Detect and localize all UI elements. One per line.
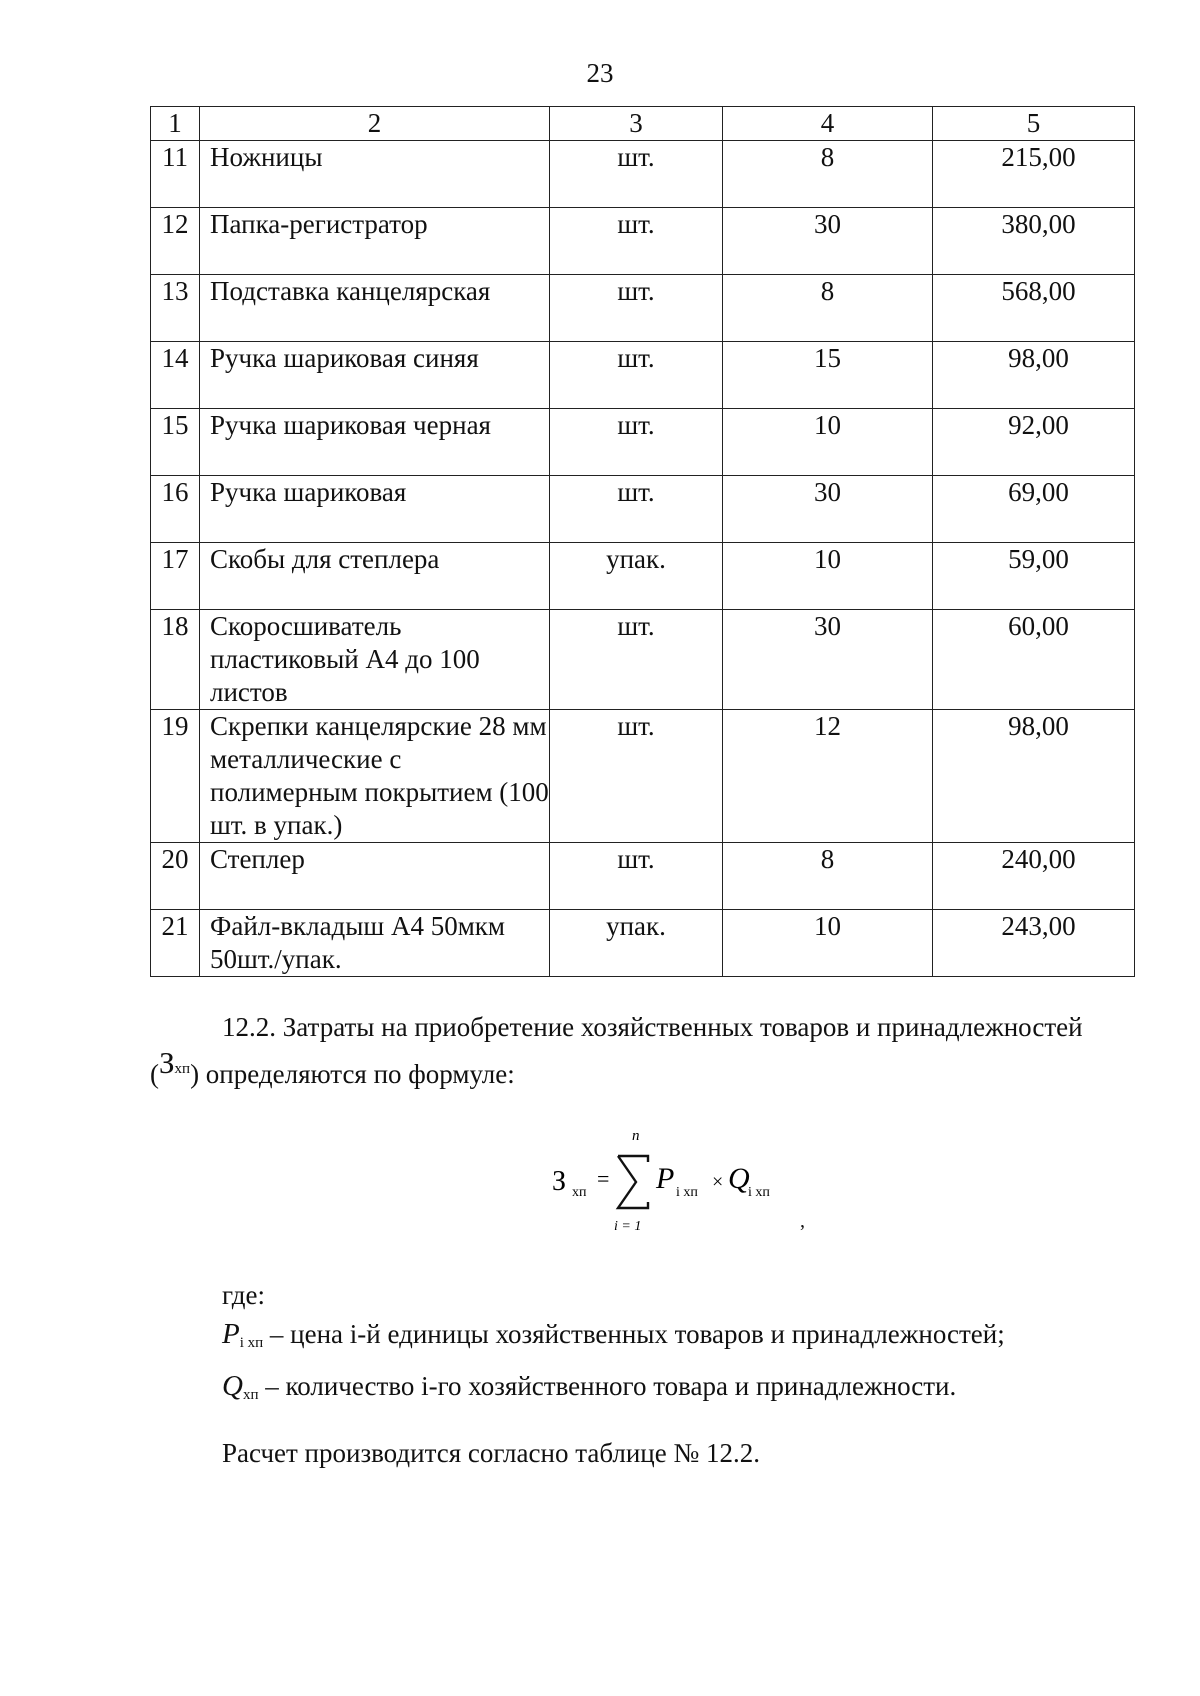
item-name: Степлер <box>200 843 550 910</box>
item-price: 98,00 <box>933 710 1135 843</box>
item-name: Ручка шариковая синяя <box>200 342 550 409</box>
table-row <box>151 208 1135 275</box>
sigma-icon <box>618 1156 648 1208</box>
item-name: Скоросшиватель пластиковый А4 до 100 листов <box>200 610 550 710</box>
row-number: 21 <box>151 910 200 977</box>
paragraph-line-1: 12.2. Затраты на приобретение хозяйственных товаров и принадлежностей <box>222 1012 1083 1042</box>
item-unit: шт. <box>550 409 723 476</box>
item-name: Папка-регистратор <box>200 208 550 275</box>
item-quantity: 10 <box>723 409 933 476</box>
item-quantity: 8 <box>723 843 933 910</box>
row-number: 18 <box>151 610 200 710</box>
row-number: 15 <box>151 409 200 476</box>
item-price: 380,00 <box>933 208 1135 275</box>
item-price: 59,00 <box>933 543 1135 610</box>
formula-lhs-sub: хп <box>572 1185 587 1200</box>
table-row <box>151 141 1135 208</box>
formula-p: P <box>656 1162 675 1195</box>
cost-symbol <box>159 1045 191 1089</box>
table-row <box>151 409 1135 476</box>
p-symbol: P <box>222 1318 240 1350</box>
item-price: 240,00 <box>933 843 1135 910</box>
item-quantity: 30 <box>723 476 933 543</box>
formula-times: × <box>712 1171 724 1193</box>
item-name: Ручка шариковая <box>200 476 550 543</box>
item-price: 60,00 <box>933 610 1135 710</box>
item-unit: упак. <box>550 910 723 977</box>
row-number: 19 <box>151 710 200 843</box>
table-row <box>151 843 1135 910</box>
row-number: 11 <box>151 141 200 208</box>
item-unit: шт. <box>550 710 723 843</box>
item-price: 69,00 <box>933 476 1135 543</box>
goods-table <box>150 106 1135 977</box>
item-unit: шт. <box>550 342 723 409</box>
table-row <box>151 275 1135 342</box>
item-unit: шт. <box>550 610 723 710</box>
formula-q-sub: i хп <box>748 1185 770 1200</box>
item-price: 215,00 <box>933 141 1135 208</box>
table-row <box>151 342 1135 409</box>
p-symbol-sub: i хп <box>239 1335 264 1351</box>
item-quantity: 12 <box>723 710 933 843</box>
formula-comma: , <box>800 1210 805 1232</box>
item-unit: шт. <box>550 843 723 910</box>
formula-lower-limit: i = 1 <box>614 1219 642 1234</box>
item-price: 568,00 <box>933 275 1135 342</box>
where-p-line <box>222 1318 1005 1352</box>
row-number: 14 <box>151 342 200 409</box>
item-quantity: 30 <box>723 610 933 710</box>
item-unit: шт. <box>550 208 723 275</box>
page-number: 23 <box>586 58 614 88</box>
table-row <box>151 910 1135 977</box>
where-q-line <box>222 1370 956 1404</box>
footer-text: Расчет производится согласно таблице № 12.2. <box>222 1438 760 1468</box>
cost-formula <box>552 1126 852 1236</box>
header-cell: 1 <box>151 107 200 141</box>
paragraph-line-2-text: ) определяются по формуле: <box>190 1059 515 1089</box>
paragraph-line-2: $(З^{хп})$ определяются по формуле: <box>150 1045 515 1089</box>
item-price: 92,00 <box>933 409 1135 476</box>
row-number: 17 <box>151 543 200 610</box>
item-quantity: 10 <box>723 910 933 977</box>
formula-lhs: З <box>552 1166 567 1197</box>
item-unit: шт. <box>550 476 723 543</box>
item-quantity: 15 <box>723 342 933 409</box>
row-number: 12 <box>151 208 200 275</box>
row-number: 16 <box>151 476 200 543</box>
item-quantity: 8 <box>723 275 933 342</box>
q-symbol-sub: хп <box>242 1387 259 1403</box>
item-quantity: 8 <box>723 141 933 208</box>
item-name: Скобы для степлера <box>200 543 550 610</box>
item-name: Скрепки канцелярские 28 мм металлические с полимерным покрытием (100 шт. в упак.) <box>200 710 550 843</box>
formula-upper-limit: n <box>632 1128 640 1144</box>
item-name: Ручка шариковая черная <box>200 409 550 476</box>
item-price: 243,00 <box>933 910 1135 977</box>
item-name: Ножницы <box>200 141 550 208</box>
row-number: 20 <box>151 843 200 910</box>
formula-q: Q <box>728 1162 750 1195</box>
q-description: – количество i-го хозяйственного товара и принадлежности. <box>265 1371 957 1401</box>
formula-p-sub: i хп <box>676 1185 698 1200</box>
item-unit: шт. <box>550 275 723 342</box>
table-row <box>151 610 1135 710</box>
cost-symbol-main: З <box>159 1045 175 1080</box>
item-quantity: 30 <box>723 208 933 275</box>
header-cell: 3 <box>550 107 723 141</box>
row-number: 13 <box>151 275 200 342</box>
table-row <box>151 543 1135 610</box>
header-cell: 4 <box>723 107 933 141</box>
item-unit: шт. <box>550 141 723 208</box>
q-symbol: Q <box>222 1370 243 1402</box>
cost-symbol-sub: хп <box>174 1061 191 1077</box>
item-unit: упак. <box>550 543 723 610</box>
table-row <box>151 710 1135 843</box>
item-price: 98,00 <box>933 342 1135 409</box>
item-name: Файл-вкладыш А4 50мкм 50шт./упак. <box>200 910 550 977</box>
p-description: – цена i-й единицы хозяйственных товаров и принадлежностей; <box>269 1319 1005 1349</box>
table-header-row <box>151 107 1135 141</box>
item-quantity: 10 <box>723 543 933 610</box>
table-row <box>151 476 1135 543</box>
where-label: где: <box>222 1280 265 1310</box>
header-cell: 2 <box>200 107 550 141</box>
formula-equals: = <box>597 1166 610 1191</box>
item-name: Подставка канцелярская <box>200 275 550 342</box>
header-cell: 5 <box>933 107 1135 141</box>
